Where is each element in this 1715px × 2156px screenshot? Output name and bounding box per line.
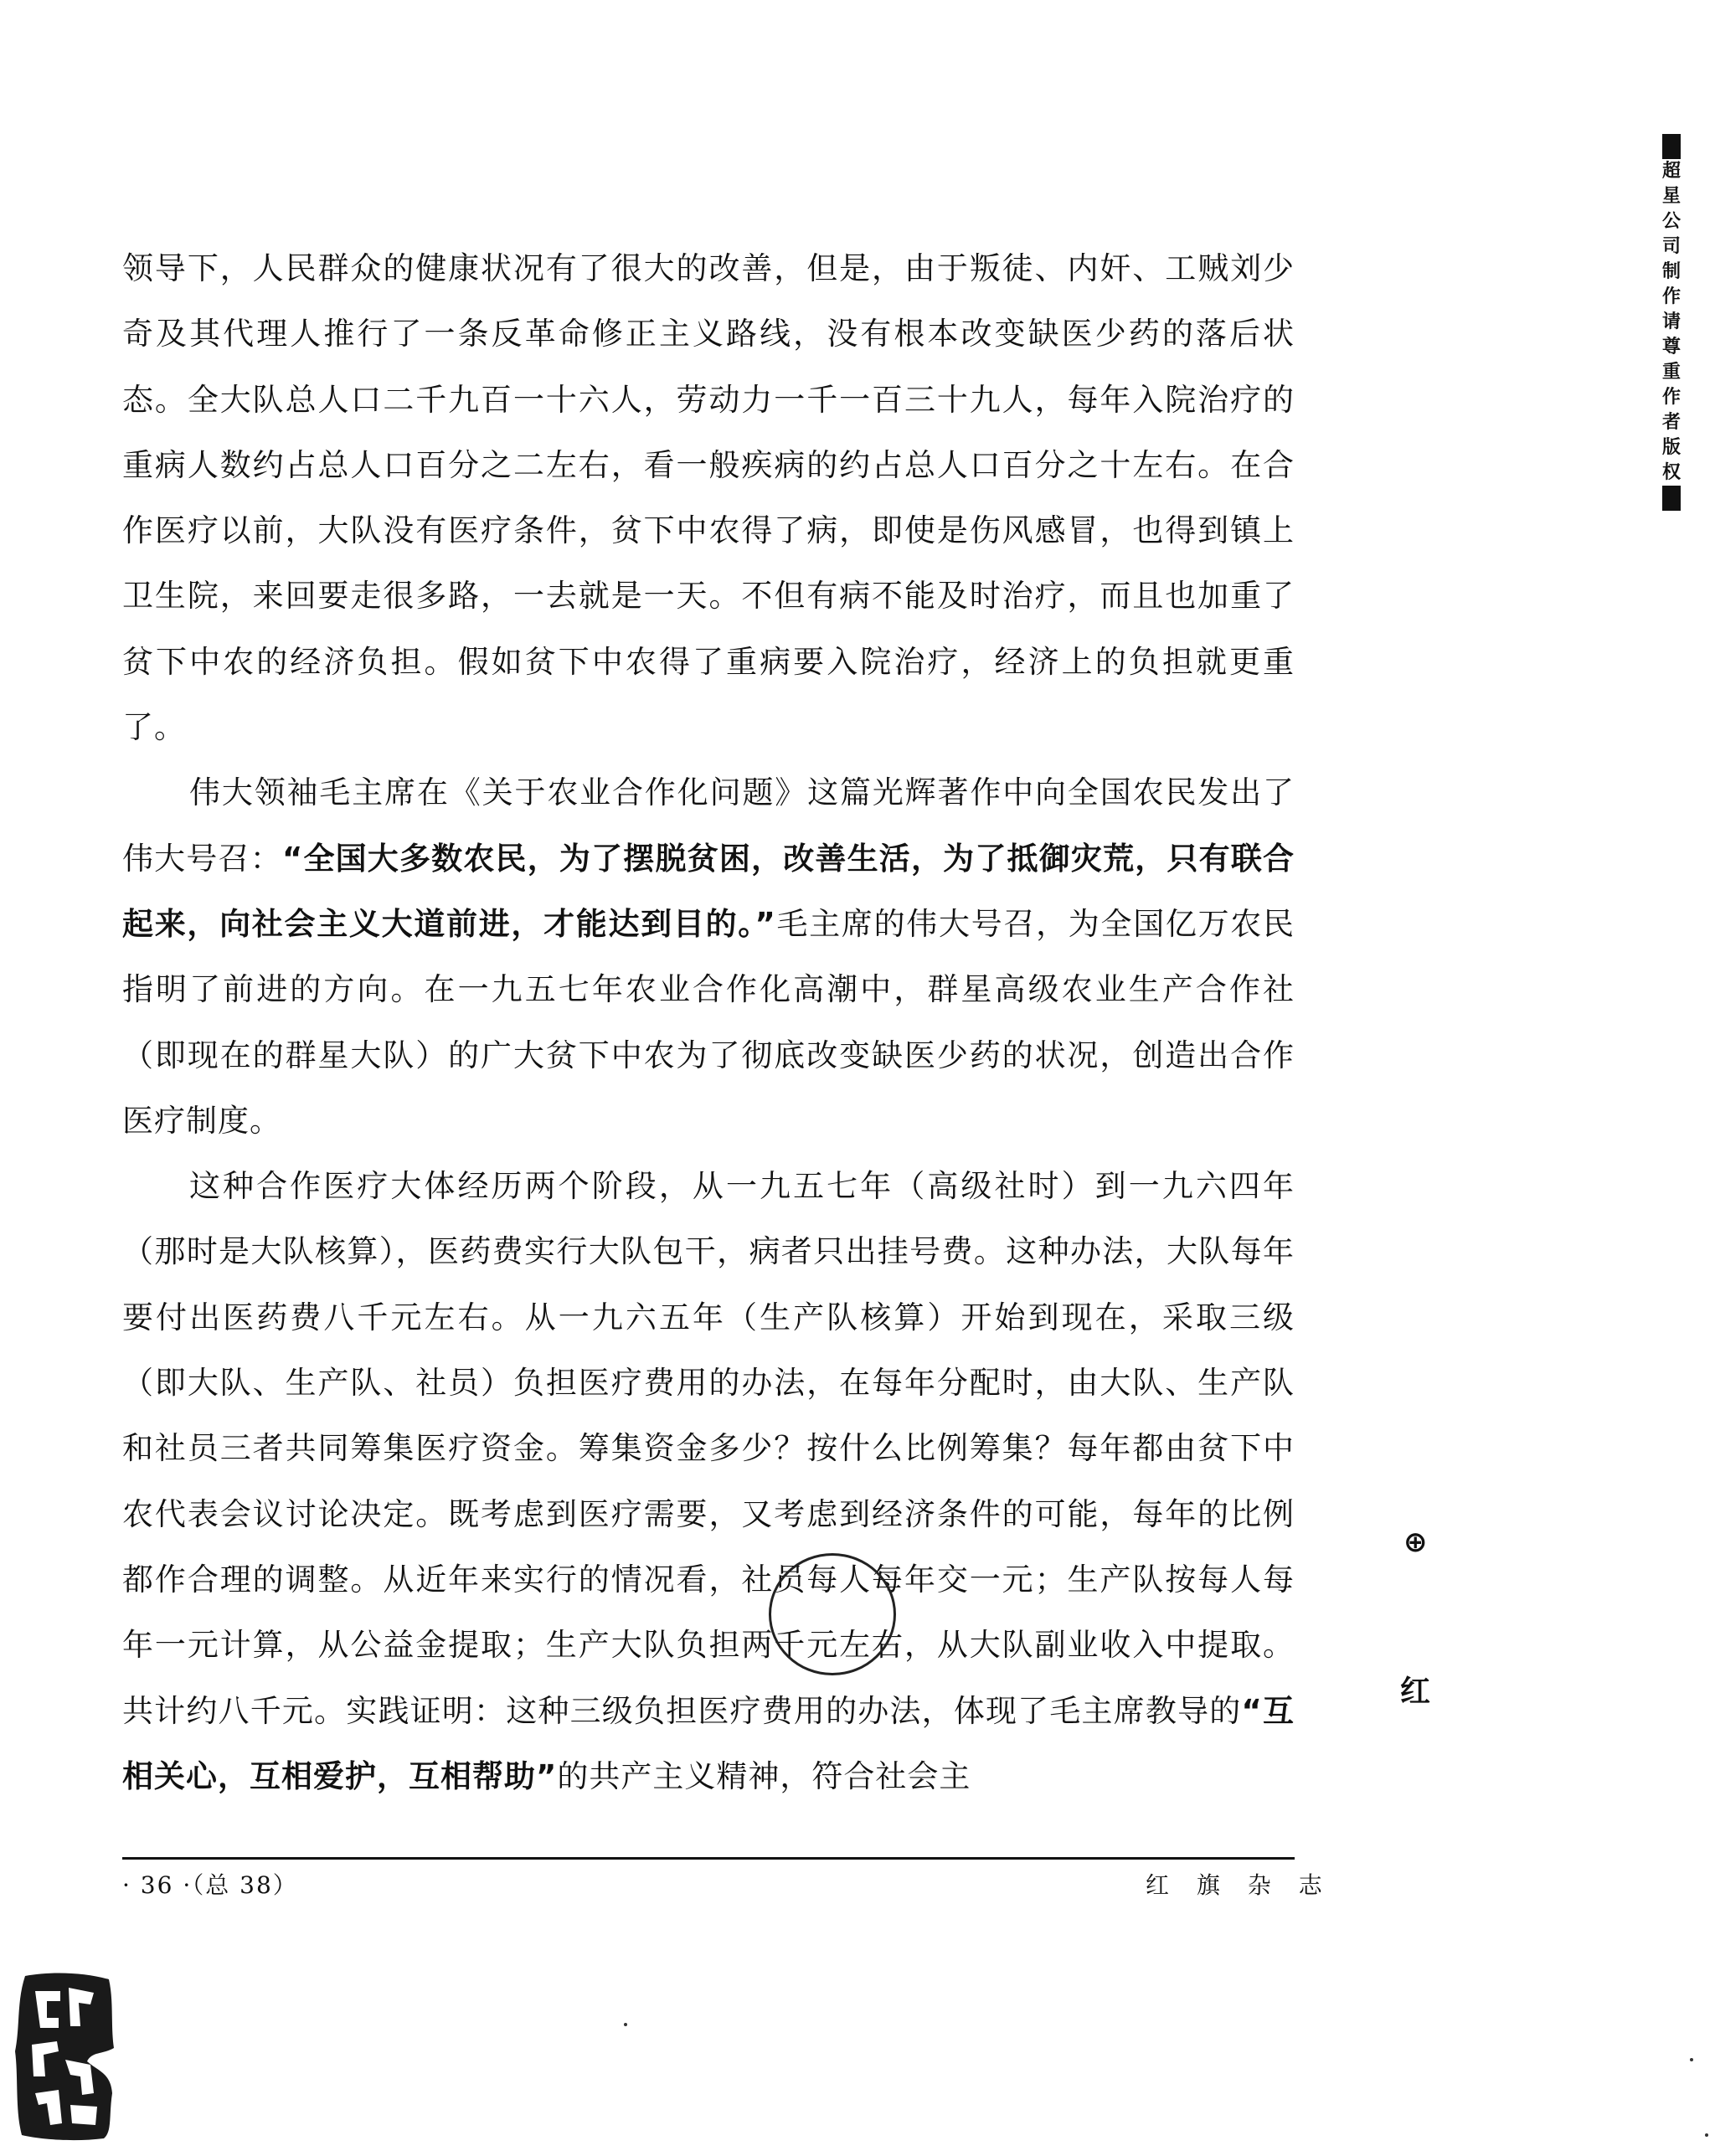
text-run: 这种合作医疗大体经历两个阶段，从一九五七年（高级社时）到一九六四年（那时是大队核算），医药费实行大队包干，病者只出挂号费。这种办法，大队每年要付出医药费八千元左右。从一九六五年（生产队核算）开始到现在，采取三级（即大队、生产队、社员）负担医疗费用的办法，在每年分配时，由大队、生产队和社员三者共同筹集医疗资金。筹集资金多少？按什么比例筹集？每年都由贫下中农代表会议讨论决定。既考虑到医疗需要，又考虑到经济条件的可能，每年的比例都作合理的调整。从近年来实行的情况看，社员每人每年交一元；生产队按每人每年一元计算，从公益金提取；生产大队负担两千元左右，从大队副业收入中提取。共计约八千元。实践证明：这种三级负担医疗费用的办法，体现了毛主席教导的	[122, 1168, 1295, 1729]
copyright-char: 重	[1661, 362, 1681, 383]
copyright-strip	[1658, 134, 1685, 511]
copyright-bar-top	[1662, 134, 1681, 159]
copyright-char: 超	[1661, 161, 1681, 182]
journal-name: 红 旗 杂 志	[1146, 1871, 1332, 1899]
paragraph	[122, 760, 1295, 1154]
seal-stamp	[10, 1968, 119, 2147]
pen-circle-mark	[769, 1553, 896, 1675]
quotation-bold: “全国大多数农民，为了摆脱贫困，改善生活，为了抵御灾荒，只有联合起来，向社会主义大道前进，才能达到目的。”	[122, 840, 1295, 942]
copyright-char: 请	[1661, 311, 1681, 332]
copyright-char: 公	[1661, 211, 1681, 232]
copyright-char: 制	[1661, 261, 1681, 282]
quotation-bold: “互相关心，互相爱护，互相帮助”	[122, 1692, 1295, 1794]
copyright-char: 作	[1661, 387, 1681, 408]
copyright-char: 作	[1661, 286, 1681, 307]
paragraph	[122, 236, 1295, 760]
copyright-bar-bottom	[1662, 486, 1681, 511]
body-text	[122, 236, 1295, 1809]
paragraph	[122, 1154, 1295, 1809]
page-folio: · 36 ·（总 38）	[122, 1871, 298, 1899]
copyright-text	[1658, 159, 1685, 486]
text-run: 毛主席的伟大号召，为全国亿万农民指明了前进的方向。在一九五七年农业合作化高潮中，群星高级农业生产合作社（即现在的群星大队）的广大贫下中农为了彻底改变缺医少药的状况，创造出合作医疗制度。	[122, 905, 1295, 1139]
margin-mark-hong: 红	[1400, 1675, 1431, 1709]
scan-speck	[1690, 2058, 1693, 2061]
scan-speck	[1705, 2133, 1708, 2137]
footer-rule	[122, 1857, 1295, 1860]
copyright-char: 星	[1661, 186, 1681, 207]
copyright-char: 版	[1661, 437, 1681, 458]
scan-speck	[624, 2023, 627, 2026]
seal-stamp-icon	[10, 1968, 119, 2143]
copyright-char: 尊	[1661, 337, 1681, 358]
copyright-char: 司	[1661, 236, 1681, 257]
text-run: 伟大领袖毛主席在《关于农业合作化问题》这篇光辉著作中向全国农民发出了伟大号召：	[122, 774, 1295, 877]
text-run: 领导下，人民群众的健康状况有了很大的改善，但是，由于叛徒、内奸、工贼刘少奇及其代理人推行了一条反革命修正主义路线，没有根本改变缺医少药的落后状态。全大队总人口二千九百一十六人，劳动力一千一百三十九人，每年入院治疗的重病人数约占总人口百分之二左右，看一般疾病的约占总人口百分之十左右。在合作医疗以前，大队没有医疗条件，贫下中农得了病，即使是伤风感冒，也得到镇上卫生院，来回要走很多路，一去就是一天。不但有病不能及时治疗，而且也加重了贫下中农的经济负担。假如贫下中农得了重病要入院治疗，经济上的负担就更重了。	[122, 250, 1295, 746]
copyright-char: 者	[1661, 412, 1681, 433]
text-run: 的共产主义精神，符合社会主	[557, 1757, 971, 1794]
copyright-char: 权	[1661, 462, 1681, 483]
margin-mark-circle: ⊕	[1403, 1526, 1428, 1559]
